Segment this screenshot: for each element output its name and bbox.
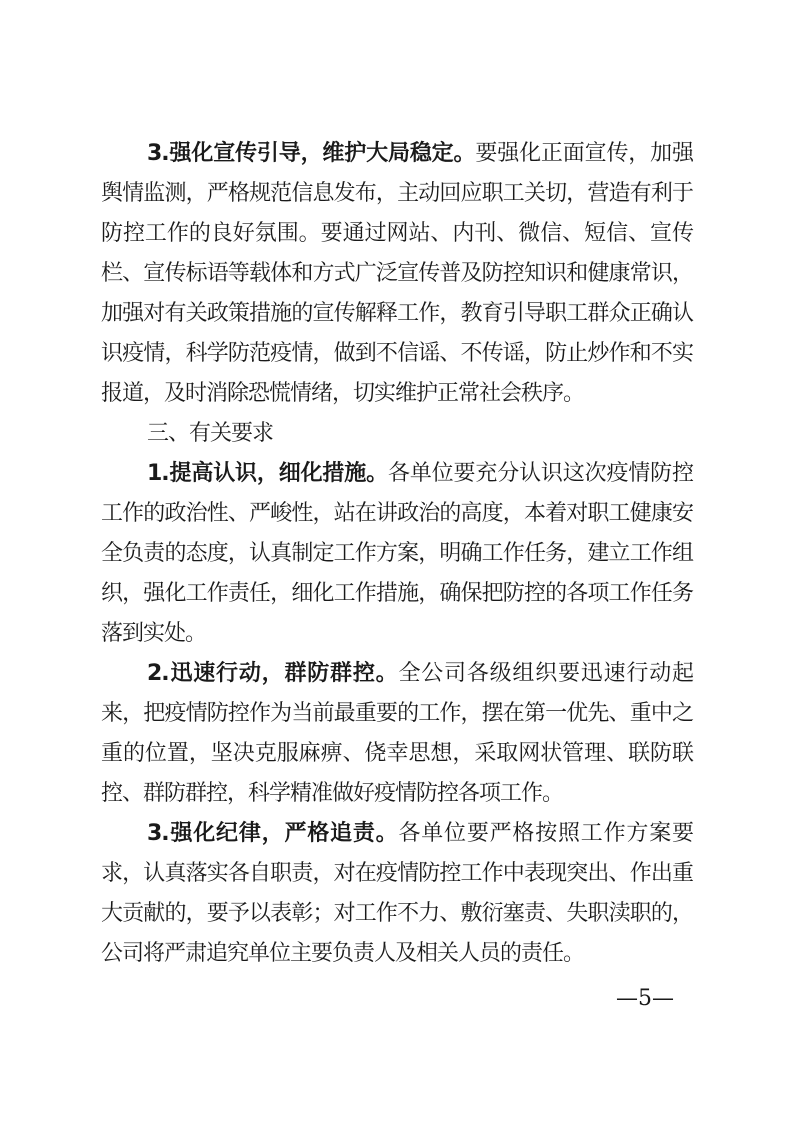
- paragraph: [101, 814, 693, 974]
- paragraph-lead: 2.迅速行动，群防群控。: [147, 661, 399, 686]
- page-number: —5—: [616, 986, 674, 1011]
- paragraph-lead: 3.强化纪律，严格追责。: [147, 821, 399, 846]
- paragraph-text: 各单位要充分认识这次疫情防控工作的政治性、严峻性，站在讲政治的高度，本着对职工健康安全负责的态度，认真制定工作方案，明确工作任务，建立工作组织，强化工作责任，细化工作措施，确保把防控的各项工作任务落到实处。: [101, 461, 693, 646]
- paragraph: [101, 454, 693, 654]
- section-heading-text: 三、有关要求: [147, 421, 274, 446]
- paragraph-lead: 1.提高认识，细化措施。: [147, 461, 388, 486]
- paragraph: [101, 654, 693, 814]
- document-body: [101, 134, 693, 974]
- paragraph-lead: 3.强化宣传引导，维护大局稳定。: [147, 141, 476, 166]
- paragraph: [101, 134, 693, 414]
- paragraph-text: 全公司各级组织要迅速行动起来，把疫情防控作为当前最重要的工作，摆在第一优先、重中之重的位置，坚决克服麻痹、侥幸思想，采取网状管理、联防联控、群防群控，科学精准做好疫情防控各项工作。: [101, 661, 693, 806]
- section-heading: [101, 414, 693, 454]
- paragraph-text: 要强化正面宣传，加强舆情监测，严格规范信息发布，主动回应职工关切，营造有利于防控工作的良好氛围。要通过网站、内刊、微信、短信、宣传栏、宣传标语等载体和方式广泛宣传普及防控知识和健康常识，加强对有关政策措施的宣传解释工作，教育引导职工群众正确认识疫情，科学防范疫情，做到不信谣、不传谣，防止炒作和不实报道，及时消除恐慌情绪，切实维护正常社会秩序。: [101, 141, 693, 406]
- paragraph-text: 各单位要严格按照工作方案要求，认真落实各自职责，对在疫情防控工作中表现突出、作出重大贡献的，要予以表彰；对工作不力、敷衍塞责、失职渎职的，公司将严肃追究单位主要负责人及相关人员的责任。: [101, 821, 693, 966]
